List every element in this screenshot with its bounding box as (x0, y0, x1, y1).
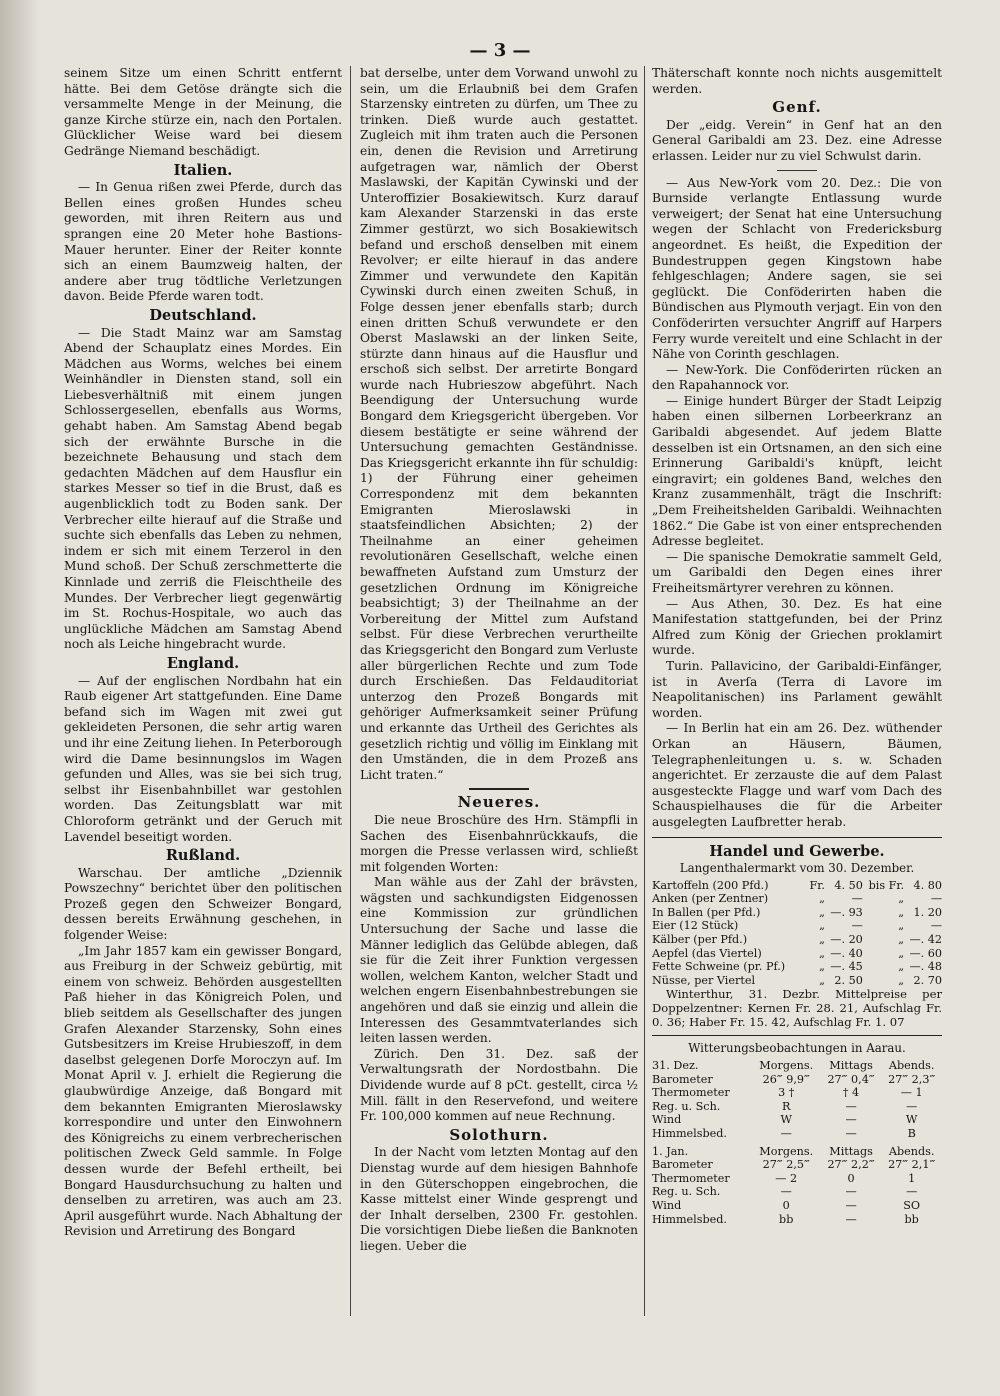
weather-row (652, 1127, 942, 1141)
weather-value: 27‴ 2,3‴ (888, 1072, 936, 1086)
market-bis: „ (898, 960, 905, 974)
market-price-high: 1. 20 (913, 905, 942, 919)
market-currency: „ (819, 973, 825, 987)
weather-row (652, 1086, 942, 1100)
separator-rule (777, 170, 817, 171)
weather-header-cell: Abends. (888, 1059, 935, 1073)
section-heading-deutschland: Deutschland. (149, 306, 257, 324)
market-price-high: 4. 80 (913, 878, 942, 892)
section-heading-italien: Italien. (173, 161, 233, 179)
weather-value: — (845, 1212, 857, 1226)
weather-value: bb (779, 1212, 794, 1226)
market-section (652, 837, 942, 1030)
weather-header-row (652, 1145, 942, 1159)
weather-value: 27‴ 2,2‴ (827, 1158, 875, 1172)
weather-value: — (845, 1113, 857, 1127)
market-price-high: —. 60 (909, 946, 942, 960)
market-currency: „ (819, 905, 825, 919)
weather-value: — (780, 1185, 792, 1199)
market-price-low: — (851, 892, 863, 906)
weather-header-cell: 31. Dez. (652, 1059, 699, 1073)
article-russland-continuation: bat derselbe, unter dem Vorwand unwohl zu sein, um die Erlaubniß bei dem Grafen Starzensky eintreten zu dürfen, um Thee zu trinken. Dieß wurde auch gestattet. Zugleich mit ihm traten auch die Personen ein, denen die Revision und Arretirung aufgetragen war, nämlich der Oberst Maslawski, der Kapitän Cywinski und der Unteroffizier Bosakiewitsch. Kurz darauf kam Alexander Starzenski in das erste Zimmer gestürzt, wo sich Bosakiewitsch befand und erschoß denselben mit einem Revolver; er eilte hierauf in das andere Zimmer und verwundete den Kapitän Cywinski durch einen zweiten Schuß, in Folge dessen jener ebenfalls starb; durch einen dritten Schuß verwundete er den Oberst Maslawski an der linken Seite, stürzte dann hinaus auf die Hausflur und erschoß sich selbst. Der arretirte Bongard wurde nach Hubrieszow abgeführt. Nach Beendigung der Untersuchung wurde Bongard dem Kriegsgericht übergeben. Vor diesem bestätigte er seine während der Untersuchung gemachten Geständnisse. Das Kriegsgericht erkannte ihn für schuldig: 1) der Führung einer geheimen Correspondenz mit dem bekannten Emigranten Mieroslawski in staatsfeindlichen Absichten; 2) der Theilnahme an einer geheimen revolutionären Gesellschaft, welche einen bewaffneten Aufstand zum Umsturz der gesetzlichen Ordnung im Königreiche beabsichtigt; 3) der Theilnahme an der Vorbereitung der Mittel zum Aufstand selbst. Für diese Verbrechen verurtheilte das Kriegsgericht den Bongard zum Verluste aller bürgerlichen Rechte und zum Tode durch Erschießen. Das Feldauditoriat unterzog den Prozeß Bongards mit gehöriger Aufmerksamkeit seiner Prüfung und erkannte das Urtheil des Gerichtes als gesetzlich richtig und völlig im Einklang mit den Umständen, die in dem Prozeß ans Licht traten.“ (360, 66, 638, 782)
weather-value: bb (904, 1212, 919, 1226)
section-heading-solothurn: Solothurn. (449, 1125, 549, 1144)
market-item: Kartoffeln (200 Pfd.) (652, 878, 769, 892)
article-italien: — In Genua rißen zwei Pferde, durch das Bellen eines großen Hundes scheu geworden, mit ihren Reitern aus und sprangen eine 20 Meter hohe Bastions-Mauer herunter. Einer der Reiter konnte sich an einem Baumzweig halten, der andere aber trug tödtliche Verletzungen davon. Beide Pferde waren todt. (64, 180, 342, 304)
weather-header-cell: Morgens. (759, 1144, 814, 1158)
market-currency: „ (819, 946, 825, 960)
section-heading-neueres: Neueres. (457, 793, 541, 812)
market-row (652, 947, 942, 961)
weather-label: Barometer (652, 1072, 713, 1086)
column-1 (64, 66, 342, 1240)
market-bis: „ (898, 905, 905, 919)
separator-rule (469, 788, 529, 790)
weather-label: Reg. u. Sch. (652, 1185, 721, 1199)
weather-label: Wind (652, 1198, 682, 1212)
market-bis: „ (898, 919, 905, 933)
weather-value: B (907, 1127, 916, 1140)
weather-header-cell: 1. Jan. (652, 1144, 689, 1158)
page-number: — 3 — (469, 40, 531, 61)
article-athen: — Aus Athen, 30. Dez. Es hat eine Manifestation stattgefunden, bei der Prinz Alfred zum König der Griechen proklamirt wurde. (652, 596, 942, 658)
weather-label: Reg. u. Sch. (652, 1099, 721, 1113)
article-turin: Turin. Pallavicino, der Garibaldi-Einfänger, ist in Averſa (Terra di Lavore im Neapolitanischen) ins Parlament gewählt worden. (652, 658, 942, 720)
weather-header-cell: Mittags (829, 1059, 873, 1073)
weather-table-dec31 (652, 1059, 942, 1141)
page-edge-stain (0, 0, 40, 1396)
weather-row (652, 1213, 942, 1227)
market-bis: „ (898, 892, 905, 906)
weather-row (652, 1073, 942, 1087)
weather-row (652, 1100, 942, 1114)
market-item: Nüsse, per Viertel (652, 973, 756, 987)
weather-value: 3 † (778, 1086, 795, 1100)
article-genf: Der „eidg. Verein“ in Genf hat an den General Garibaldi am 23. Dez. eine Adresse erlassen. Leider nur zu viel Schwulst darin. (652, 117, 942, 163)
weather-value: W (780, 1113, 792, 1127)
weather-value: 0 (847, 1171, 855, 1185)
market-currency: Fr. (809, 878, 825, 892)
weather-header-row (652, 1059, 942, 1073)
article-neueres-intro: Die neue Broschüre des Hrn. Stämpfli in Sachen des Eisenbahnrückkaufs, die morgen die Presse verlassen wird, schließt mit folgenden Worten: (360, 812, 638, 874)
weather-value: — (906, 1185, 918, 1199)
column-3 (652, 66, 942, 1226)
weather-value: — 1 (900, 1086, 923, 1100)
weather-value: † 4 (842, 1086, 860, 1100)
market-currency: „ (819, 960, 825, 974)
weather-value: 26‴ 9,9‴ (762, 1072, 810, 1086)
section-heading-england: England. (166, 654, 240, 672)
market-row (652, 974, 942, 988)
section-heading-handel: Handel und Gewerbe. (709, 842, 885, 860)
market-price-high: 2. 70 (913, 973, 942, 987)
weather-title: Witterungsbeobachtungen in Aarau. (688, 1041, 906, 1056)
market-row (652, 879, 942, 893)
weather-label: Barometer (652, 1158, 713, 1172)
weather-row (652, 1113, 942, 1127)
market-item: In Ballen (per Pfd.) (652, 905, 761, 919)
market-item: Kälber (per Pfd.) (652, 933, 748, 947)
market-currency: „ (819, 933, 825, 947)
weather-value: — (845, 1099, 857, 1113)
article-england: — Auf der englischen Nordbahn hat ein Raub eigener Art stattgefunden. Eine Dame befand sich im Wagen mit zwei gut gekleideten Personen, die sehr artig waren und ihr eine Zeitung liehen. In Peterborough wird die Dame besinnungslos im Wagen gefunden und Alles, was sie bei sich trug, selbst ihr Eisenbahnbillet war gestohlen worden. Das Zeitungsblatt war mit Chloroform getränkt und der Geruch mit Lavendel beseitigt worden. (64, 673, 342, 844)
weather-value: — (845, 1198, 857, 1212)
article-continuation: seinem Sitze um einen Schritt entfernt hätte. Bei dem Getöse drängte sich die versammelte Menge in der Meinung, die ganze Kirche stürze ein, nach den Portalen. Glücklicher Weise ward bei diesem Gedränge Niemand beschädigt. (64, 66, 342, 158)
weather-header-cell: Mittags (829, 1144, 873, 1158)
market-item: Fette Schweine (pr. Pf.) (652, 960, 786, 974)
market-row (652, 892, 942, 906)
weather-value: — (780, 1127, 792, 1140)
weather-value: — 2 (775, 1171, 798, 1185)
article-solothurn: In der Nacht vom letzten Montag auf den Dienstag wurde auf dem hiesigen Bahnhofe in den Güterschoppen eingebrochen, die Kasse mittelst einer Winde gesprengt und der Inhalt derselben, 2300 Fr. gestohlen. Die vorsichtigen Diebe ließen die Banknoten liegen. Ueber die (360, 1145, 638, 1253)
article-leipzig: — Einige hundert Bürger der Stadt Leipzig haben einen silbernen Lorbeerkranz an Garibaldi abgesendet. Auf jedem Blatte desselben ist ein Ortsnamen, an den sich eine Erinnerung Garibaldi's knüpft, leicht eingravirt; ein goldenes Band, welches den Kranz zusammenhält, trägt die Inschrift: „Dem Freiheitshelden Garibaldi. Weihnachten 1862.“ Die Gabe ist von einer entsprechenden Adresse begleitet. (652, 393, 942, 549)
weather-label: Himmelsbed. (652, 1212, 727, 1226)
article-russland-body: „Im Jahr 1857 kam ein gewisser Bongard, aus Freiburg in der Schweiz gebürtig, mit einem von schweiz. Behörden ausgestellten Paß hieher in das Königreich Polen, und blieb seitdem als Gesellschafter des jungen Grafen Alexander Starzensky, Sohn eines Gutsbesitzers im Kreise Hrubieszoff, in dem daselbst gelegenen Dorfe Moroczyn auf. Im Monat April v. J. erhielt die Regierung die glaubwürdige Anzeige, daß Bongard mit dem bekannten Emigranten Mieroslawsky korrespondire und unter den Einwohnern des Königreichs zu einem verbrecherischen politischen Zweck Geld sammle. In Folge dessen wurde der Befehl ertheilt, bei Bongard Hausdurchsuchung zu halten und denselben zu arretiren, was auch am 23. April ausgeführt wurde. Nach Abhaltung der Revision und Arretirung des Bongard (64, 943, 342, 1239)
weather-header-cell: Morgens. (759, 1059, 814, 1073)
weather-label: Wind (652, 1113, 682, 1127)
article-russland-intro: Warschau. Der amtliche „Dziennik Powszechny“ berichtet über den politischen Prozeß gegen den Schweizer Bongard, dessen bereits Erwähnung geschehen, in folgender Weise: (64, 865, 342, 943)
weather-label: Himmelsbed. (652, 1127, 727, 1140)
weather-label: Thermometer (652, 1171, 730, 1185)
column-2 (360, 66, 638, 1255)
weather-label: Thermometer (652, 1086, 730, 1100)
article-berlin: — In Berlin hat ein am 26. Dez. wüthender Orkan an Häusern, Bäumen, Telegraphenleitungen u. s. w. Schaden angerichtet. Er zerzauste die auf dem Palast ausgesteckte Flagge und warf vom Dach des Schauspielhauses die für die Arbeiter ausgelegten Laufbretter herab. (652, 721, 942, 829)
weather-section (652, 1035, 942, 1226)
market-bis: „ (898, 933, 905, 947)
winterthur-prices: Winterthur, 31. Dezbr. Mittelpreise per Doppelzentner: Kernen Fr. 28. 21, Aufschlag Fr. 0. 36; Haber Fr. 15. 42, Aufschlag Fr. 1. 07 (652, 987, 942, 1030)
market-price-low: 2. 50 (834, 973, 863, 987)
weather-value: R (782, 1099, 791, 1113)
market-item: Anken (per Zentner) (652, 892, 769, 906)
weather-value: — (845, 1185, 857, 1199)
market-row (652, 960, 942, 974)
market-bis: bis Fr. (868, 878, 905, 892)
weather-value: 27‴ 2,5‴ (762, 1158, 810, 1172)
weather-value: W (905, 1113, 918, 1127)
market-price-low: —. 93 (830, 905, 863, 919)
market-price-high: — (930, 919, 942, 933)
weather-row (652, 1185, 942, 1199)
market-price-table (652, 879, 942, 988)
weather-value: 1 (908, 1171, 916, 1185)
market-price-low: —. 40 (830, 946, 863, 960)
market-item: Eier (12 Stück) (652, 919, 739, 933)
article-spanisch: — Die spanische Demokratie sammelt Geld, um Garibaldi den Degen eines ihrer Freiheitsmärtyrer verehren zu können. (652, 549, 942, 595)
market-price-low: —. 20 (830, 933, 863, 947)
article-newyork-short: — New-York. Die Conföderirten rücken an den Rapahannock vor. (652, 362, 942, 393)
market-price-low: 4. 50 (834, 878, 863, 892)
market-currency: „ (819, 919, 825, 933)
weather-value: 27‴ 2,1‴ (888, 1158, 936, 1172)
weather-value: — (906, 1099, 918, 1113)
market-price-low: —. 45 (830, 960, 863, 974)
weather-value: 0 (782, 1198, 790, 1212)
market-price-low: — (851, 919, 863, 933)
section-heading-genf: Genf. (772, 98, 822, 117)
article-solothurn-continuation: Thäterschaft konnte noch nichts ausgemittelt werden. (652, 66, 942, 96)
article-newyork: — Aus New-York vom 20. Dez.: Die von Burnside verlangte Entlassung wurde verweigert; der Senat hat eine Untersuchung wegen der Schlacht von Fredericksburg angeordnet. Es heißt, die Expedition der Bundestruppen gegen Kingstown habe fehlgeschlagen; Andere sagen, sie sei geglückt. Die Conföderirten haben die Bündischen aus Plymouth verjagt. Ein von den Conföderirten versuchter Angriff auf Harpers Ferry wurde vereitelt und eine Schlacht in der Nähe von Corinth geschlagen. (652, 175, 942, 362)
market-item: Aepfel (das Viertel) (652, 946, 762, 960)
market-currency: „ (819, 892, 825, 906)
market-bis: „ (898, 973, 905, 987)
column-rule-1 (350, 66, 351, 1316)
market-row (652, 906, 942, 920)
market-title: Langenthalermarkt vom 30. Dezember. (679, 861, 915, 876)
section-heading-russland: Rußland. (165, 847, 241, 865)
article-deutschland: — Die Stadt Mainz war am Samstag Abend der Schauplatz eines Mordes. Ein Mädchen aus Worms, welches bei einem Weinhändler in Diensten stand, soll ein Liebesverhältniß mit einem jungen Schlossergesellen, ebenfalls aus Worms, gehabt haben. Am Samstag Abend begab sich der erwähnte Bursche in die bezeichnete Behausung und stach dem gedachten Mädchen auf dem Hausflur ein starkes Messer so tief in die Brust, daß es augenblicklich todt zu Boden sank. Der Verbrecher eilte hierauf auf die Straße und suchte sich ebenfalls das Leben zu nehmen, indem er sich mit einem Terzerol in den Mund schoß. Der Schuß zerschmetterte die Kinnlade und zerriß die Fleischtheile des Mundes. Der Verbrecher liegt gegenwärtig im St. Rochus-Hospitale, wo auch das unglückliche Mädchen am Samstag Abend noch als Leiche hingebracht wurde. (64, 325, 342, 652)
weather-row (652, 1172, 942, 1186)
market-price-high: —. 48 (909, 960, 942, 974)
weather-value: 27‴ 0,4‴ (827, 1072, 875, 1086)
column-rule-2 (644, 66, 645, 1316)
market-price-high: —. 42 (909, 933, 942, 947)
article-zuerich: Zürich. Den 31. Dez. saß der Verwaltungsrath der Nordostbahn. Die Dividende wurde auf 8 pCt. gestellt, circa ½ Mill. fällt in den Reservefond, und weitere Fr. 100,000 kommen auf neue Rechnung. (360, 1046, 638, 1124)
market-row (652, 919, 942, 933)
weather-value: — (845, 1127, 857, 1140)
weather-table-jan1 (652, 1145, 942, 1227)
weather-value: SO (903, 1198, 921, 1212)
article-neueres-quote: Man wähle aus der Zahl der brävsten, wägsten und sachkundigsten Eidgenossen eine Kommission zur gründlichen Untersuchung der Sache und lasse die Männer lediglich das Gelübde ablegen, daß sie für die Zeit ihrer Funktion vergessen wollen, welchem Kanton, welcher Stadt und welchen engern Eisenbahnbestrebungen sie angehören und daß sie einzig und allein die Interessen des Gesammtvaterlandes sich leiten lassen werden. (360, 875, 638, 1046)
weather-row (652, 1158, 942, 1172)
weather-row (652, 1199, 942, 1213)
market-bis: „ (898, 946, 905, 960)
weather-header-cell: Abends. (888, 1144, 935, 1158)
market-price-high: — (930, 892, 942, 906)
market-row (652, 933, 942, 947)
